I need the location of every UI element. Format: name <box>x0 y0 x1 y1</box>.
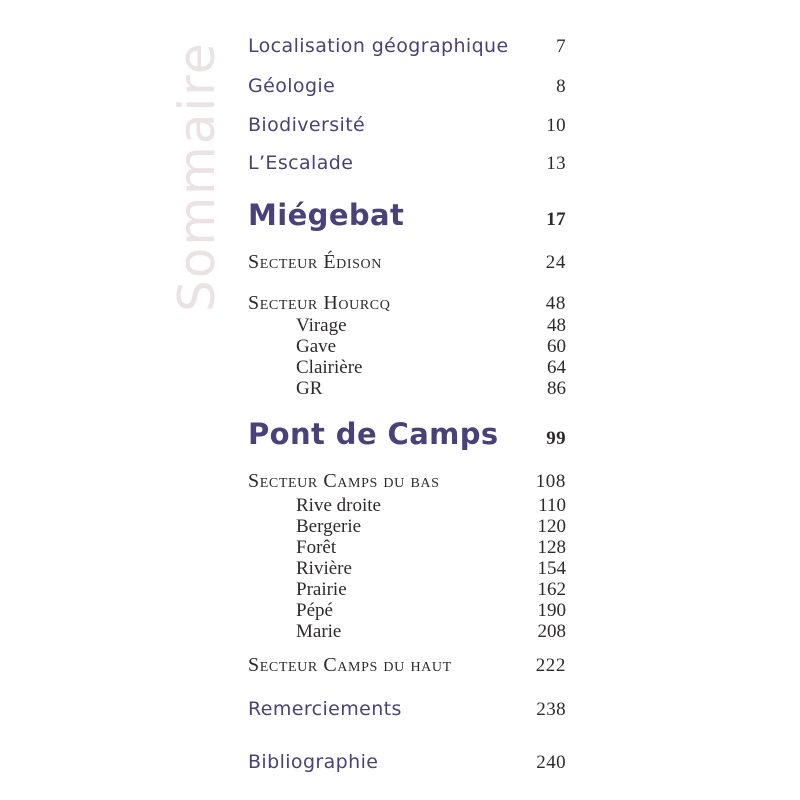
toc-entry-page: 108 <box>535 471 566 492</box>
toc-entry-page: 48 <box>547 315 566 336</box>
toc-entry-page: 24 <box>545 252 566 273</box>
toc-row-sub <box>248 621 566 642</box>
toc-entry-label: Miégebat <box>248 198 405 232</box>
toc-row <box>248 114 566 137</box>
toc-entry-label: Virage <box>296 315 347 336</box>
toc-row-sub <box>248 315 566 336</box>
toc-entry-label: Rivière <box>296 558 352 579</box>
toc-entry-page: 48 <box>545 293 566 314</box>
toc-entry-label: Biodiversité <box>248 114 366 136</box>
toc-row-sector <box>248 292 566 315</box>
toc-entry-page: 162 <box>537 579 566 600</box>
toc-entry-page: 190 <box>537 600 566 621</box>
toc-entry-label: Marie <box>296 621 342 642</box>
toc-entry-label: Secteur Édison <box>248 251 382 273</box>
toc-entry-label: Bergerie <box>296 516 362 537</box>
toc-entry-page: 120 <box>537 516 566 537</box>
toc-entry-label: L’Escalade <box>248 152 354 174</box>
toc-row-sub <box>248 378 566 399</box>
toc-row-sector <box>248 251 566 274</box>
toc-row <box>248 35 566 58</box>
toc-row-chapter <box>248 197 566 238</box>
toc-entry-page: 222 <box>535 655 566 676</box>
toc-entry-page: 208 <box>537 621 566 642</box>
toc-row-sub <box>248 579 566 600</box>
toc-row-sub <box>248 558 566 579</box>
toc-row-sub <box>248 495 566 516</box>
toc-entry-page: 13 <box>546 153 566 174</box>
toc-entry-label: Prairie <box>296 579 347 600</box>
toc-entry-label: Gave <box>296 336 337 357</box>
toc-entry-label: Secteur Camps du bas <box>248 470 440 492</box>
toc-entry-label: Forêt <box>296 537 337 558</box>
toc-row-chapter <box>248 416 566 457</box>
toc-entry-page: 7 <box>556 36 566 57</box>
toc-row <box>248 75 566 98</box>
sommaire-watermark: Sommaire <box>168 41 226 312</box>
toc-entry-page: 17 <box>546 209 566 230</box>
toc-entry-label: Bibliographie <box>248 751 379 773</box>
toc-row <box>248 698 566 721</box>
toc-entry-page: 60 <box>547 336 566 357</box>
toc-row-sector <box>248 654 566 677</box>
toc-entry-page: 10 <box>546 115 566 136</box>
toc-row-sub <box>248 600 566 621</box>
toc-entry-label: Localisation géographique <box>248 35 509 57</box>
toc-entry-label: Rive droite <box>296 495 381 516</box>
toc-entry-page: 64 <box>547 357 566 378</box>
toc-row <box>248 751 566 774</box>
toc-entry-page: 110 <box>538 495 566 516</box>
toc-row <box>248 152 566 175</box>
toc-entry-label: Secteur Camps du haut <box>248 654 452 676</box>
table-of-contents <box>248 35 566 774</box>
toc-entry-page: 86 <box>547 378 566 399</box>
toc-entry-page: 128 <box>537 537 566 558</box>
toc-row-sub <box>248 357 566 378</box>
toc-entry-label: Pont de Camps <box>248 417 499 451</box>
toc-entry-label: Géologie <box>248 75 336 97</box>
toc-entry-page: 154 <box>537 558 566 579</box>
toc-row-sub <box>248 516 566 537</box>
toc-entry-page: 238 <box>536 699 566 720</box>
toc-entry-page: 240 <box>536 752 566 773</box>
toc-entry-label: Secteur Hourcq <box>248 292 391 314</box>
toc-entry-page: 99 <box>546 428 566 449</box>
toc-row-sub <box>248 336 566 357</box>
toc-row-sub <box>248 537 566 558</box>
toc-entry-label: Clairière <box>296 357 363 378</box>
toc-row-sector <box>248 470 566 493</box>
toc-entry-page: 8 <box>556 76 566 97</box>
toc-entry-label: Pépé <box>296 600 333 621</box>
toc-entry-label: Remerciements <box>248 698 402 720</box>
toc-entry-label: GR <box>296 378 323 399</box>
